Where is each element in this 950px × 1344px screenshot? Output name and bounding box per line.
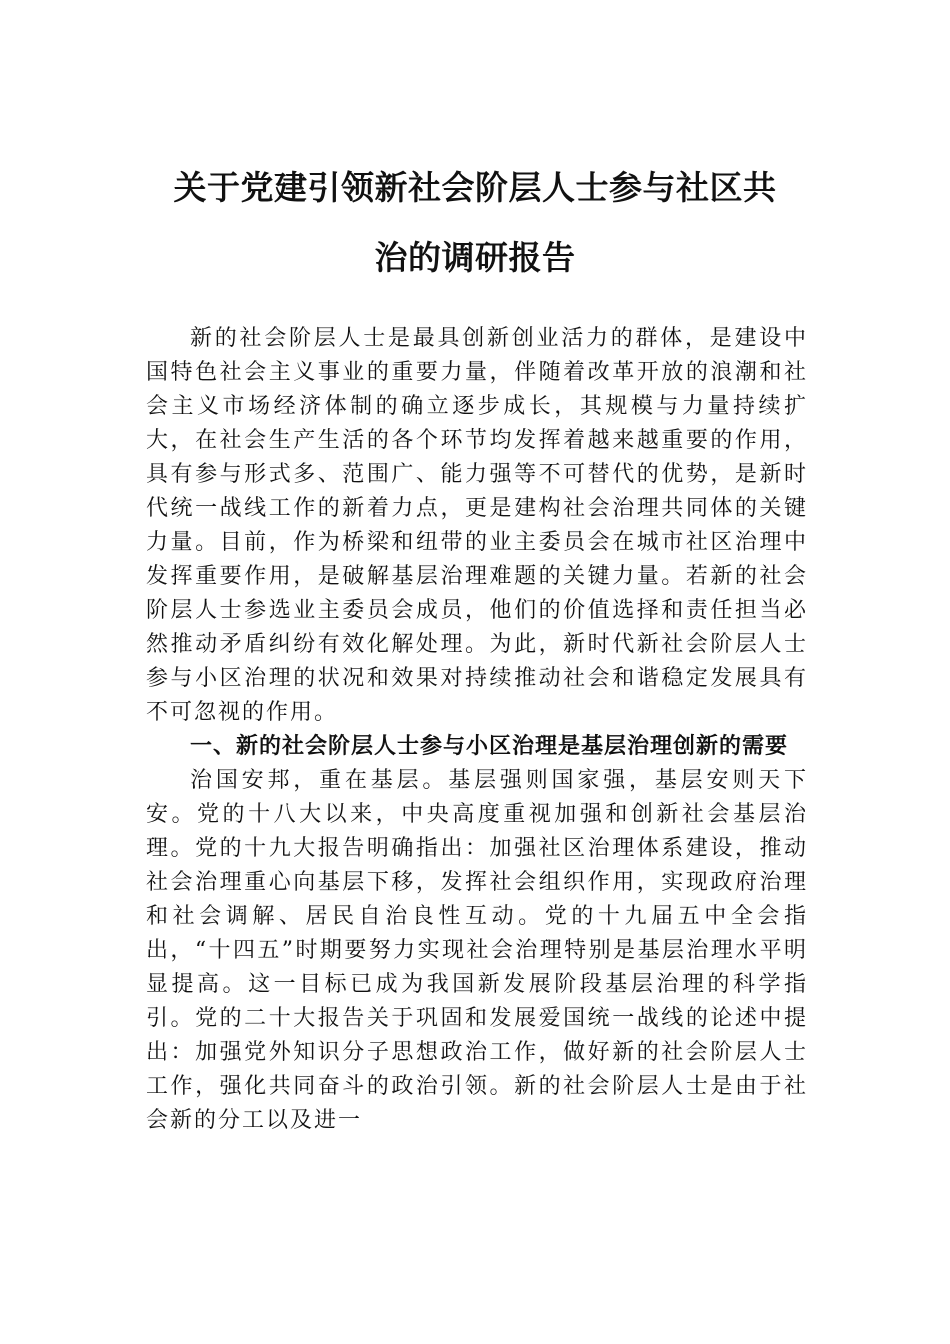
document-title-line-2: 治的调研报告: [374, 238, 576, 277]
document-title-line-1: 关于党建引领新社会阶层人士参与社区共: [173, 168, 777, 207]
section-1-paragraph: 治国安邦，重在基层。基层强则国家强，基层安则天下安。党的十八大以来，中央高度重视加强和创新社会基层治理。党的十九大报告明确指出：加强社区治理体系建设，推动社会治理重心向基层下移，发挥社会组织作用，实现政府治理和社会调解、居民自治良性互动。党的十九届五中全会指出，“十四五”时期要努力实现社会治理特别是基层治理水平明显提高。这一目标已成为我国新发展阶段基层治理的科学指引。党的二十大报告关于巩固和发展爱国统一战线的论述中提出：加强党外知识分子思想政治工作，做好新的社会阶层人士工作，强化共同奋斗的政治引领。新的社会阶层人士是由于社会新的分工以及进一: [146, 768, 808, 1133]
intro-paragraph: 新的社会阶层人士是最具创新创业活力的群体，是建设中国特色社会主义事业的重要力量，伴随着改革开放的浪潮和社会主义市场经济体制的确立逐步成长，其规模与力量持续扩大，在社会生产生活的各个环节均发挥着越来越重要的作用，具有参与形式多、范围广、能力强等不可替代的优势，是新时代统一战线工作的新着力点，更是建构社会治理共同体的关键力量。目前，作为桥梁和纽带的业主委员会在城市社区治理中发挥重要作用，是破解基层治理难题的关键力量。若新的社会阶层人士参选业主委员会成员，他们的价值选择和责任担当必然推动矛盾纠纷有效化解处理。为此，新时代新社会阶层人士参与小区治理的状况和效果对持续推动社会和谐稳定发展具有不可忽视的作用。: [146, 326, 808, 725]
section-heading-1: 一、新的社会阶层人士参与小区治理是基层治理创新的需要: [190, 734, 789, 759]
document-body: [146, 322, 808, 1138]
